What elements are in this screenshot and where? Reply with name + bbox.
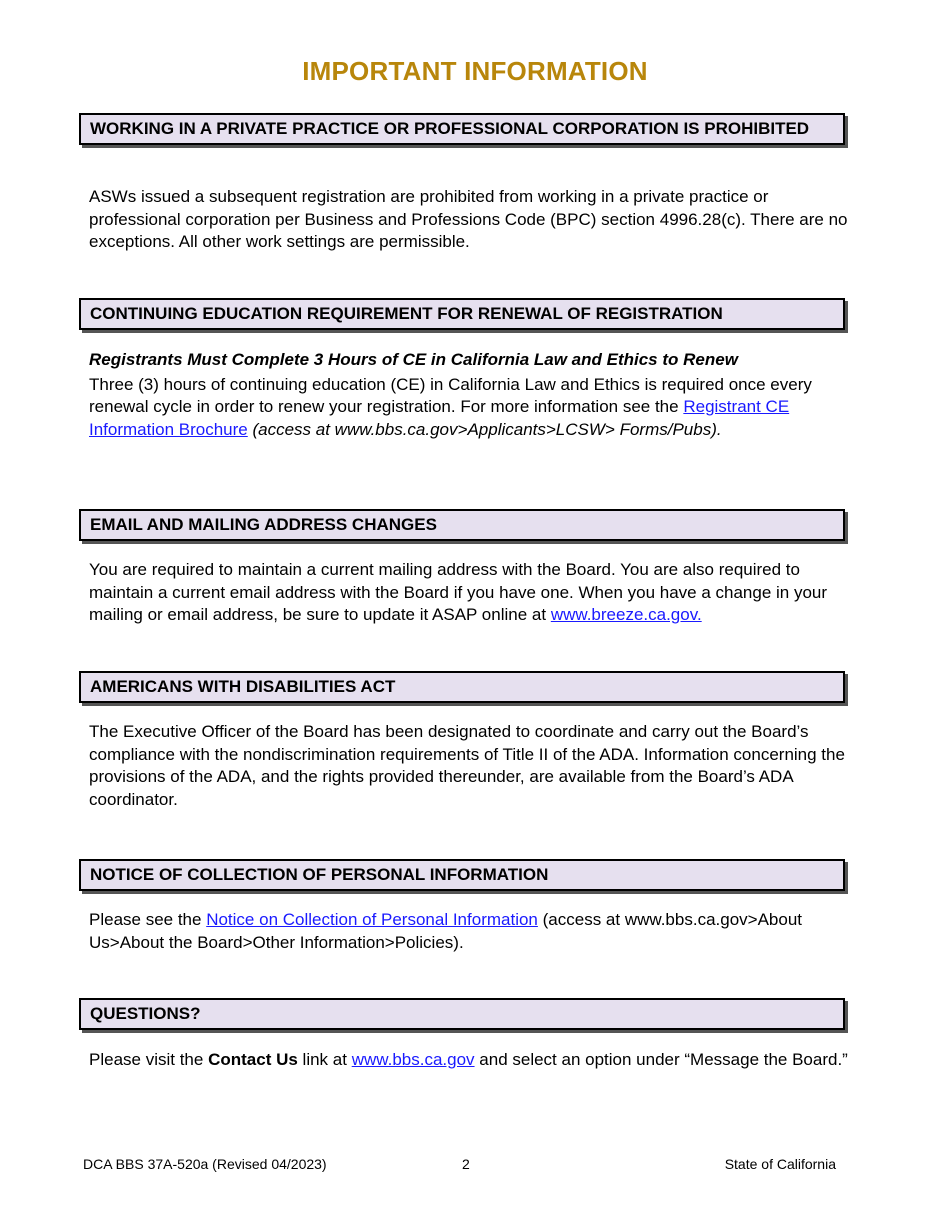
section-body-questions	[89, 1049, 851, 1072]
address-body-text: You are required to maintain a current mailing address with the Board. You are also required to maintain a current email address with the Board if you have one. When you have a change in your mailing or email address, be sure to update it ASAP online at	[89, 560, 828, 624]
ce-subheading: Registrants Must Complete 3 Hours of CE in California Law and Ethics to Renew	[89, 350, 738, 369]
footer-state: State of California	[724, 1156, 836, 1172]
questions-text	[89, 1049, 851, 1072]
bbs-website-link[interactable]: www.bbs.ca.gov	[351, 1050, 475, 1069]
private-practice-text: ASWs issued a subsequent registration are prohibited from working in a private practice or professional corporation per Business and Professions Code (BPC) section 4996.28(c). There are no exceptions. All other work settings are permissible.	[89, 187, 848, 251]
page-title: IMPORTANT INFORMATION	[302, 56, 648, 86]
personal-info-after: (access at www.bbs.ca.gov>About Us>About the Board>Other Information>Policies).	[89, 910, 803, 952]
section-body-private-practice	[89, 186, 851, 254]
section-header-questions: QUESTIONS?	[79, 998, 845, 1030]
section-header-address-changes: EMAIL AND MAILING ADDRESS CHANGES	[79, 509, 845, 541]
questions-before: Please visit the	[89, 1050, 204, 1069]
address-text	[89, 559, 851, 627]
personal-info-notice-link[interactable]: Notice on Collection of Personal Information	[206, 910, 538, 929]
section-header-personal-info: NOTICE OF COLLECTION OF PERSONAL INFORMATION	[79, 859, 845, 891]
personal-info-before: Please see the	[89, 910, 202, 929]
questions-middle: link at	[302, 1050, 347, 1069]
ce-text	[89, 374, 851, 442]
questions-after: and select an option under “Message the Board.”	[479, 1050, 848, 1069]
breeze-link[interactable]: www.breeze.ca.gov.	[550, 605, 702, 624]
footer-form-id: DCA BBS 37A-520a (Revised 04/2023)	[83, 1156, 327, 1172]
section-body-ada	[89, 721, 851, 811]
personal-info-text	[89, 909, 851, 954]
section-header-private-practice: WORKING IN A PRIVATE PRACTICE OR PROFESSIONAL CORPORATION IS PROHIBITED	[79, 113, 845, 145]
contact-us-label: Contact Us	[208, 1050, 298, 1069]
ce-access-note: (access at www.bbs.ca.gov>Applicants>LCSW> Forms/Pubs).	[252, 419, 722, 439]
section-header-continuing-education: CONTINUING EDUCATION REQUIREMENT FOR RENEWAL OF REGISTRATION	[79, 298, 845, 330]
ce-body-text: Three (3) hours of continuing education (CE) in California Law and Ethics is required once every renewal cycle in order to renew your registration. For more information see the	[89, 374, 812, 416]
section-header-ada: AMERICANS WITH DISABILITIES ACT	[79, 671, 845, 703]
section-body-address-changes	[89, 559, 851, 627]
footer-page-number: 2	[462, 1156, 470, 1172]
ada-text: The Executive Officer of the Board has been designated to coordinate and carry out the Board’s compliance with the nondiscrimination requirements of Title II of the ADA. Information concerning the provisions of the ADA, and the rights provided thereunder, are available from the Board’s ADA coordinator.	[89, 722, 845, 809]
ce-brochure-link[interactable]: Registrant CE Information Brochure	[89, 397, 790, 439]
section-body-continuing-education	[89, 349, 851, 441]
section-body-personal-info	[89, 909, 851, 954]
